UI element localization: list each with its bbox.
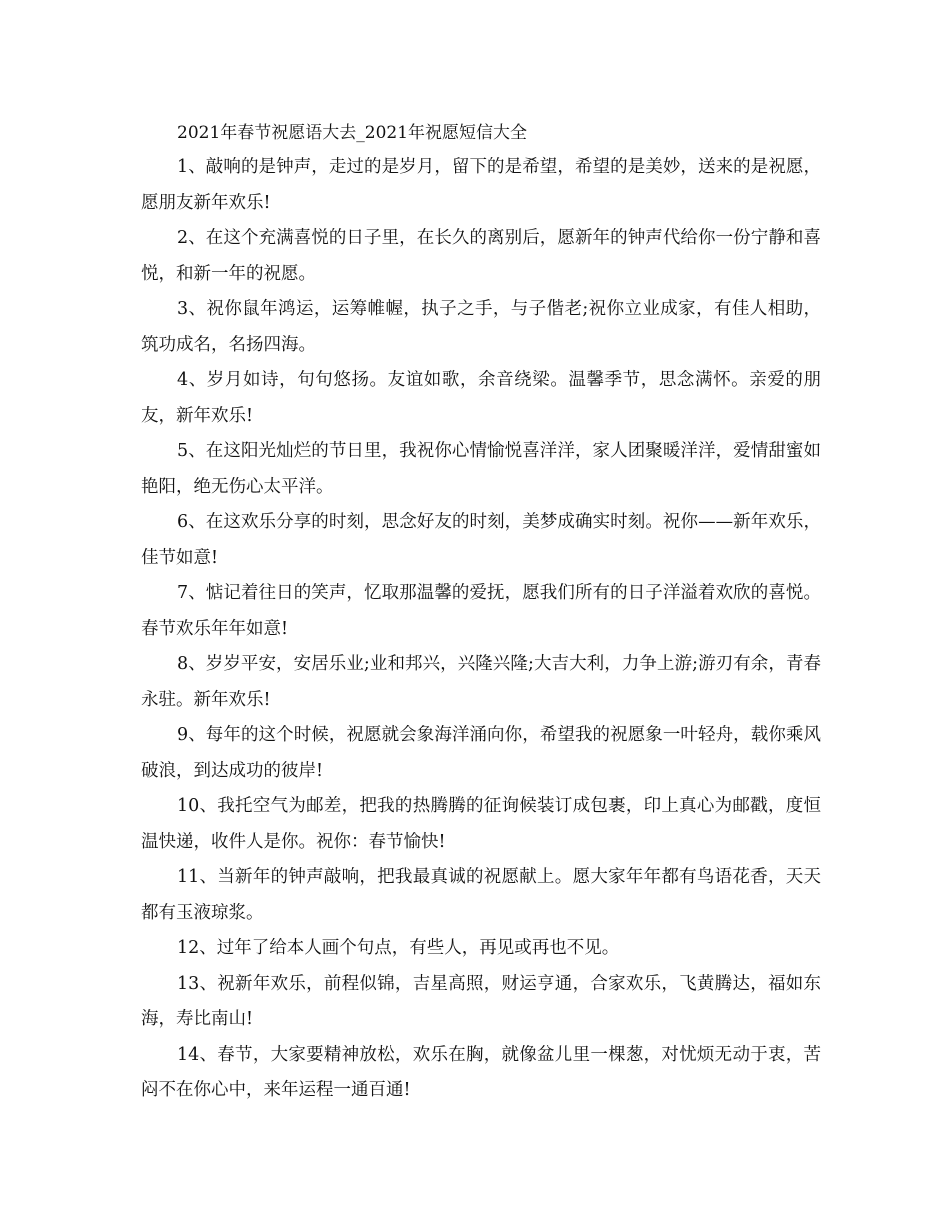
paragraph-9: 9、每年的这个时候，祝愿就会象海洋涌向你，希望我的祝愿象一叶轻舟，载你乘风破浪，到达成功的彼岸!	[141, 725, 821, 781]
paragraph-5: 5、在这阳光灿烂的节日里，我祝你心情愉悦喜洋洋，家人团聚暖洋洋，爱情甜蜜如艳阳，绝无伤心太平洋。	[141, 441, 821, 497]
document-body	[141, 116, 821, 1109]
paragraph-14: 14、春节，大家要精神放松，欢乐在胸，就像盆儿里一棵葱，对忧烦无动于衷，苦闷不在你心中，来年运程一通百通!	[141, 1044, 821, 1100]
paragraph-4: 4、岁月如诗，句句悠扬。友谊如歌，余音绕梁。温馨季节，思念满怀。亲爱的朋友，新年欢乐!	[141, 370, 821, 426]
paragraph-2: 2、在这个充满喜悦的日子里，在长久的离别后，愿新年的钟声代给你一份宁静和喜悦，和新一年的祝愿。	[141, 228, 821, 284]
paragraph-3: 3、祝你鼠年鸿运，运筹帷幄，执子之手，与子偕老;祝你立业成家，有佳人相助，筑功成名，名扬四海。	[141, 299, 821, 355]
paragraph-7: 7、惦记着往日的笑声，忆取那温馨的爱抚，愿我们所有的日子洋溢着欢欣的喜悦。春节欢乐年年如意!	[141, 583, 821, 639]
paragraph-12: 12、过年了给本人画个句点，有些人，再见或再也不见。	[177, 938, 620, 958]
paragraph-11: 11、当新年的钟声敲响，把我最真诚的祝愿献上。愿大家年年都有鸟语花香，天天都有玉液琼浆。	[141, 867, 821, 923]
paragraph-13: 13、祝新年欢乐，前程似锦，吉星高照，财运亨通，合家欢乐，飞黄腾达，福如东海，寿比南山!	[141, 973, 821, 1029]
paragraph-10: 10、我托空气为邮差，把我的热腾腾的征询候装订成包裹，印上真心为邮戳，度恒温快递，收件人是你。祝你：春节愉快!	[141, 796, 821, 852]
paragraph-1: 1、敲响的是钟声，走过的是岁月，留下的是希望，希望的是美妙，送来的是祝愿，愿朋友新年欢乐!	[141, 157, 821, 213]
paragraph-8: 8、岁岁平安，安居乐业;业和邦兴，兴隆兴隆;大吉大利，力争上游;游刃有余，青春永驻。新年欢乐!	[141, 654, 821, 710]
document-title: 2021年春节祝愿语大去_2021年祝愿短信大全	[177, 123, 528, 143]
paragraph-6: 6、在这欢乐分享的时刻，思念好友的时刻，美梦成确实时刻。祝你——新年欢乐，佳节如意!	[141, 512, 821, 568]
